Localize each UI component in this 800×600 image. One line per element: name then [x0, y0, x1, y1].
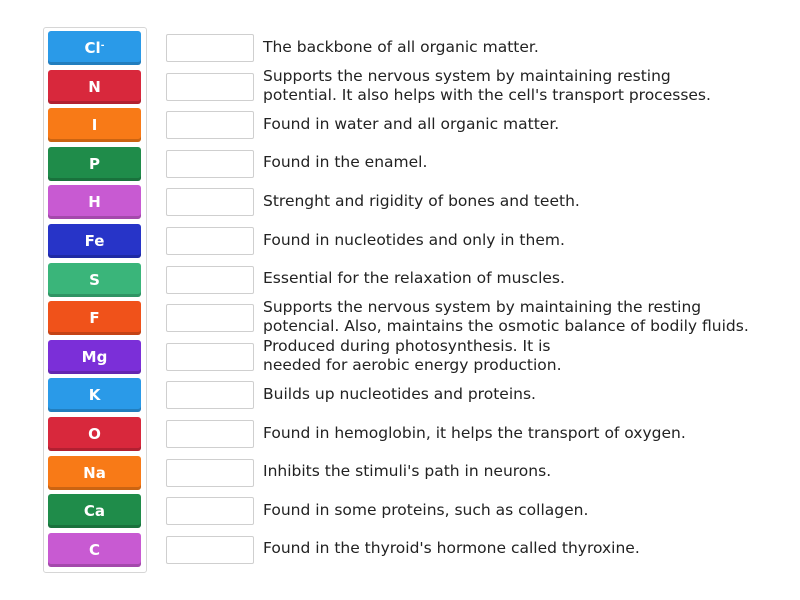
drop-slot[interactable]: [166, 420, 254, 448]
tile-label: K: [88, 386, 101, 405]
tile-bank: [43, 27, 147, 573]
tile-label: Na: [83, 463, 106, 482]
description-text: Found in some proteins, such as collagen.: [263, 500, 589, 519]
drop-slot[interactable]: [166, 227, 254, 255]
element-tile-cl[interactable]: [48, 31, 141, 65]
element-tile-na[interactable]: [48, 456, 141, 490]
drop-slot[interactable]: [166, 343, 254, 371]
element-tile-f[interactable]: [48, 301, 141, 335]
tile-label: O: [88, 425, 101, 443]
element-tile-c[interactable]: [48, 533, 141, 567]
description-text: The backbone of all organic matter.: [263, 37, 539, 56]
drop-slot[interactable]: [166, 381, 254, 409]
element-tile-mg[interactable]: [48, 340, 141, 374]
drop-slot[interactable]: [166, 73, 254, 101]
tile-label: F: [89, 309, 100, 328]
tile-label: C: [88, 540, 100, 559]
element-tile-fe[interactable]: [48, 224, 141, 258]
drop-slot[interactable]: [166, 188, 254, 216]
tile-label: Cl: [84, 39, 101, 57]
description-text: Supports the nervous system by maintaining resting potential. It also helps with the cell's transport processes.: [263, 66, 711, 104]
drop-slot[interactable]: [166, 304, 254, 332]
element-tile-n[interactable]: [48, 70, 141, 104]
description-text: Found in hemoglobin, it helps the transport of oxygen.: [263, 423, 686, 442]
description-text: Supports the nervous system by maintaining the resting potencial. Also, maintains the osmotic balance of bodily fluids.: [263, 298, 749, 336]
element-tile-h[interactable]: [48, 185, 141, 219]
drop-slot[interactable]: [166, 266, 254, 294]
drop-slot[interactable]: [166, 111, 254, 139]
tile-label: Ca: [83, 502, 106, 521]
description-text: Strenght and rigidity of bones and teeth.: [263, 191, 580, 210]
tile-label: Fe: [84, 232, 105, 250]
drop-slot[interactable]: [166, 497, 254, 525]
description-text: Essential for the relaxation of muscles.: [263, 269, 565, 288]
element-tile-p[interactable]: [48, 147, 141, 181]
description-text: Produced during photosynthesis. It is needed for aerobic energy production.: [263, 336, 562, 374]
tile-label: I: [91, 116, 98, 135]
element-tile-ca[interactable]: [48, 494, 141, 528]
element-tile-k[interactable]: [48, 378, 141, 412]
element-tile-i[interactable]: [48, 108, 141, 142]
tile-label: S: [89, 270, 100, 289]
description-text: Found in the thyroid's hormone called thyroxine.: [263, 539, 640, 558]
tile-label: Mg: [81, 347, 108, 366]
drop-slot[interactable]: [166, 150, 254, 178]
element-tile-s[interactable]: [48, 263, 141, 297]
element-tile-o[interactable]: [48, 417, 141, 451]
drop-slot[interactable]: [166, 536, 254, 564]
description-text: Found in water and all organic matter.: [263, 114, 560, 133]
tile-charge: -: [100, 41, 105, 51]
tile-label: P: [89, 154, 100, 173]
drop-slot[interactable]: [166, 459, 254, 487]
tile-label: H: [88, 193, 101, 212]
tile-label: N: [88, 77, 101, 96]
drop-slot[interactable]: [166, 34, 254, 62]
description-text: Inhibits the stimuli's path in neurons.: [263, 462, 552, 481]
description-text: Found in nucleotides and only in them.: [263, 230, 565, 249]
description-text: Builds up nucleotides and proteins.: [263, 384, 536, 403]
description-text: Found in the enamel.: [263, 153, 428, 172]
